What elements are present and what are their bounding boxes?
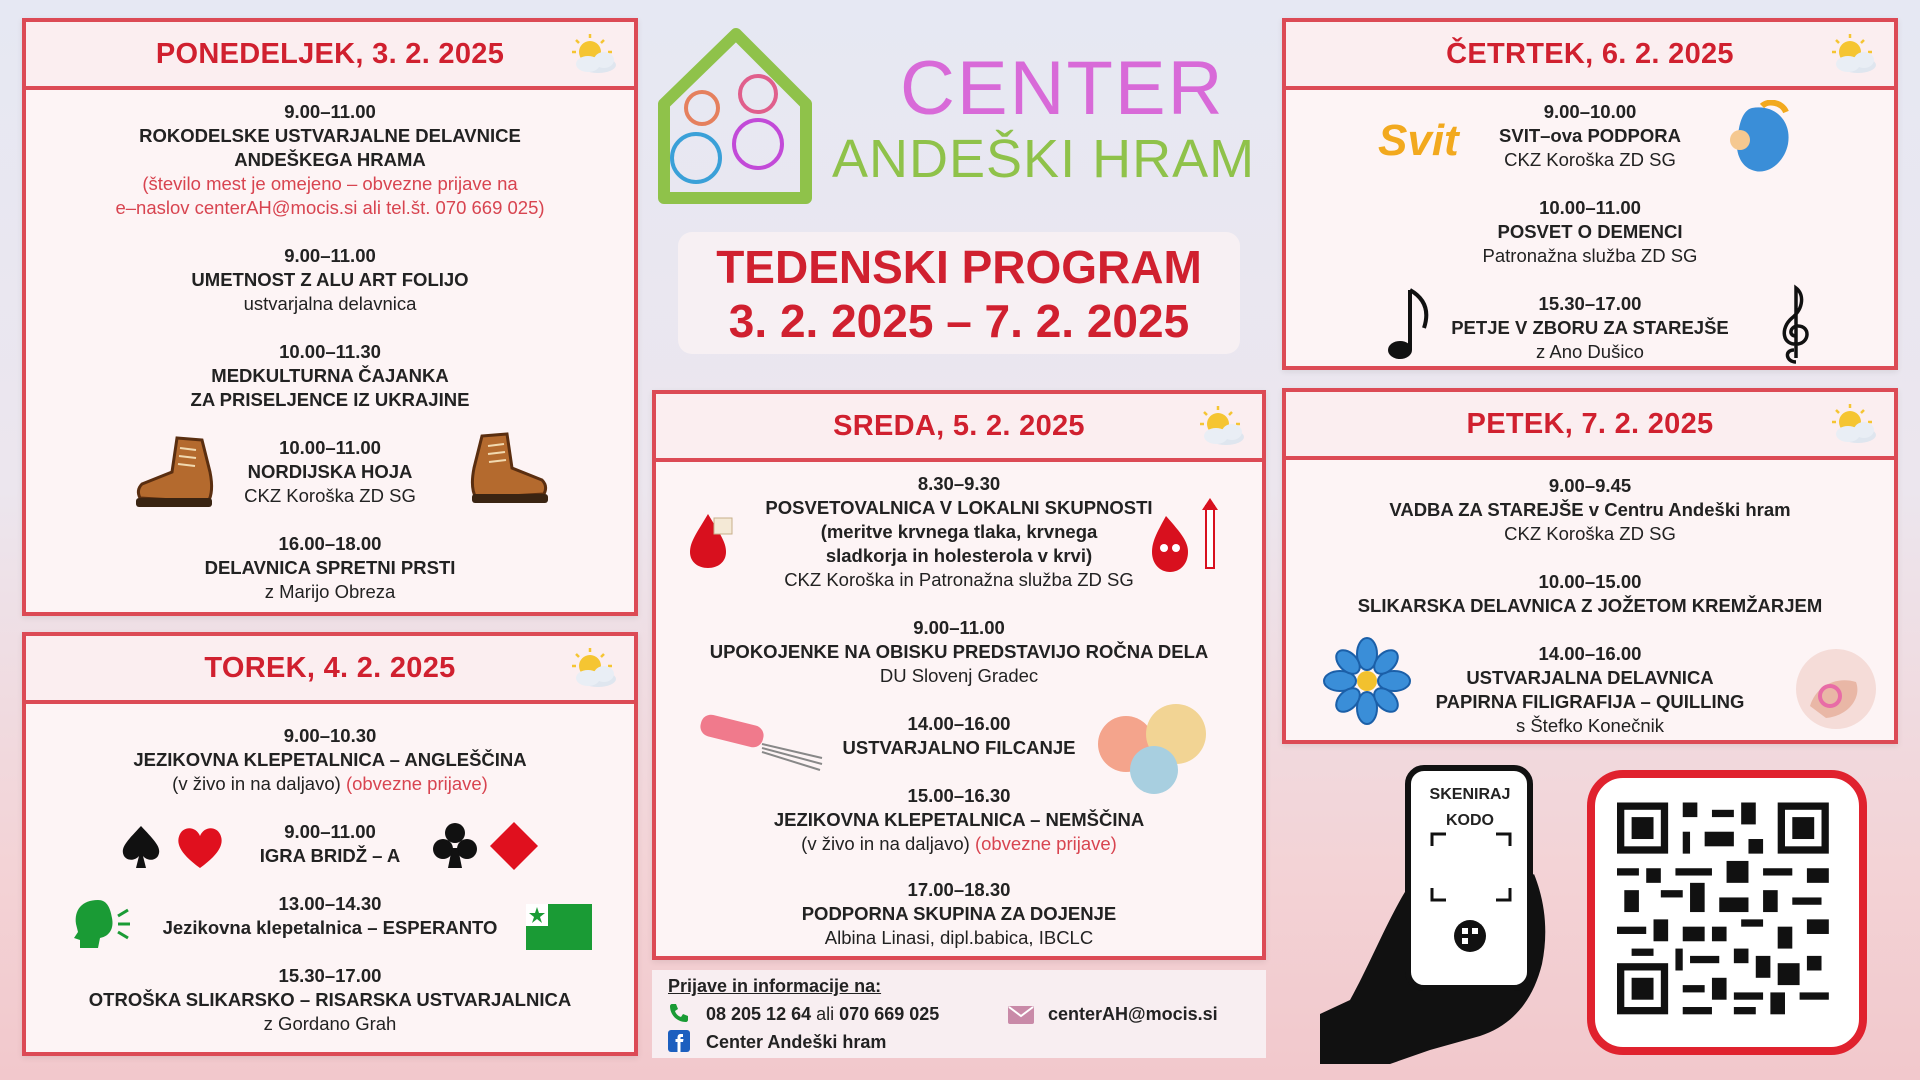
- event-sub-required: (obvezne prijave): [345, 773, 488, 794]
- event-sub: CKZ Koroška ZD SG: [1504, 149, 1676, 170]
- event-name: DELAVNICA SPRETNI PRSTI: [204, 557, 456, 578]
- day-title: SREDA, 5. 2. 2025: [833, 409, 1085, 442]
- event-sub: z Marijo Obreza: [264, 581, 396, 602]
- event: [26, 100, 634, 220]
- event-sub: (v živo in na daljavo): [172, 773, 341, 794]
- event-time: 10.00–11.30: [279, 341, 381, 362]
- event-time: 15.30–17.00: [1538, 293, 1642, 314]
- program-title: TEDENSKI PROGRAM: [716, 241, 1202, 293]
- event-sub: DU Slovenj Gradec: [879, 665, 1039, 686]
- event-time: 9.00–10.30: [283, 725, 377, 746]
- event-name: JEZIKOVNA KLEPETALNICA – NEMŠČINA: [773, 809, 1145, 830]
- event-name: USTVARJALNO FILCANJE: [842, 737, 1076, 758]
- program-banner: [678, 232, 1240, 354]
- contact-label: Prijave in informacije na:: [668, 976, 882, 996]
- contact-info-box: [652, 970, 1266, 1058]
- qr-code[interactable]: [1587, 770, 1867, 1055]
- club-icon: [430, 820, 480, 872]
- event-time: 9.00–9.45: [1548, 475, 1632, 496]
- sun-cloud-icon: [568, 646, 620, 690]
- day-header: [26, 636, 634, 704]
- event-name: Jezikovna klepetalnica – ESPERANTO: [162, 917, 498, 938]
- event-time: 14.00–16.00: [907, 713, 1011, 734]
- event-time: 8.30–9.30: [917, 473, 1001, 494]
- day-panel-tuesday: [22, 632, 638, 1056]
- day-panel-friday: [1282, 388, 1898, 744]
- event: [26, 532, 634, 604]
- scan-label-line: SKENIRAJ: [1429, 786, 1511, 803]
- sun-cloud-icon: [1196, 404, 1248, 448]
- event: [26, 340, 634, 412]
- event-name: POSVETOVALNICA V LOKALNI SKUPNOSTI: [765, 497, 1153, 518]
- event-name: NORDIJSKA HOJA: [247, 461, 413, 482]
- logo-title: CENTER: [900, 46, 1225, 131]
- day-title: ČETRTEK, 6. 2. 2025: [1446, 37, 1734, 70]
- event-time: 10.00–15.00: [1538, 571, 1642, 592]
- event-name: IGRA BRIDŽ – A: [259, 845, 401, 866]
- event-sub: Patronažna služba ZD SG: [1482, 245, 1698, 266]
- event-name: PETJE V ZBORU ZA STAREJŠE: [1451, 317, 1729, 338]
- event-name: SVIT–ova PODPORA: [1499, 125, 1681, 146]
- event: [26, 244, 634, 316]
- event-time: 13.00–14.30: [278, 893, 382, 914]
- event-time: 14.00–16.00: [1538, 643, 1642, 664]
- day-title: TOREK, 4. 2. 2025: [204, 651, 456, 684]
- event: [1286, 570, 1894, 618]
- speaking-head-icon: [70, 898, 134, 950]
- esperanto-flag-icon: [526, 904, 592, 950]
- event-name: sladkorja in holesterola v krvi): [825, 545, 1093, 566]
- sun-cloud-icon: [1828, 32, 1880, 76]
- yarn-balls-icon: [1096, 700, 1212, 796]
- sun-cloud-icon: [1828, 402, 1880, 446]
- day-title: PONEDELJEK, 3. 2. 2025: [155, 37, 505, 70]
- event-sub: z Ano Dušico: [1536, 341, 1644, 362]
- event-time: 15.30–17.00: [278, 965, 382, 986]
- hiking-boot-icon: [462, 428, 552, 508]
- event: [26, 964, 634, 1036]
- event-name: ANDEŠKEGA HRAMA: [234, 149, 426, 170]
- event-name: UMETNOST Z ALU ART FOLIJO: [191, 269, 469, 290]
- event: [1286, 100, 1894, 172]
- event-name: OTROŠKA SLIKARSKO – RISARSKA USTVARJALNICA: [88, 989, 572, 1010]
- event-sub: ustvarjalna delavnica: [243, 293, 417, 314]
- scan-label: [1410, 782, 1530, 834]
- event-sub: CKZ Koroška in Patronažna služba ZD SG: [784, 569, 1134, 590]
- event-time: 9.00–11.00: [284, 101, 376, 122]
- event-time: 9.00–11.00: [913, 617, 1005, 638]
- event-time: 15.00–16.30: [907, 785, 1011, 806]
- hiking-boot-icon: [132, 432, 222, 512]
- qr-code-image: [1595, 778, 1859, 1047]
- phone-icon: [668, 1002, 690, 1024]
- event-name: ZA PRISELJENCE IZ UKRAJINE: [190, 389, 470, 410]
- spade-icon: [116, 822, 166, 872]
- day-panel-thursday: [1282, 18, 1898, 370]
- email-link[interactable]: centerAH@mocis.si: [1048, 1004, 1218, 1024]
- mail-icon: [1008, 1006, 1034, 1024]
- event-note: (število mest je omejeno – obvezne prijave na: [142, 173, 518, 194]
- sun-cloud-icon: [568, 32, 620, 76]
- event: [656, 784, 1262, 856]
- event-sub: CKZ Koroška ZD SG: [1504, 523, 1676, 544]
- logo-house-icon: [656, 26, 816, 204]
- event: [1286, 642, 1894, 738]
- day-title: PETEK, 7. 2. 2025: [1466, 407, 1714, 440]
- phone-number-primary[interactable]: 08 205 12 64: [706, 1004, 812, 1024]
- event-time: 9.00–11.00: [284, 245, 376, 266]
- felting-needle-icon: [696, 714, 826, 774]
- event-name: PODPORNA SKUPINA ZA DOJENJE: [801, 903, 1117, 924]
- event-sub-required: (obvezne prijave): [974, 833, 1117, 854]
- event-name: ROKODELSKE USTVARJALNE DELAVNICE: [139, 125, 521, 146]
- event-time: 10.00–11.00: [1539, 197, 1641, 218]
- logo-subtitle: ANDEŠKI HRAM: [832, 129, 1256, 189]
- event: [1286, 196, 1894, 268]
- event: [1286, 292, 1894, 364]
- event-time: 10.00–11.00: [279, 437, 381, 458]
- diamond-icon: [488, 820, 540, 872]
- event: [656, 878, 1262, 950]
- event-time: 9.00–11.00: [284, 821, 376, 842]
- day-header: [1286, 392, 1894, 460]
- phone-separator: ali: [816, 1004, 835, 1024]
- event-name: (meritve krvnega tlaka, krvnega: [820, 521, 1098, 542]
- day-header: [656, 394, 1262, 462]
- day-panel-wednesday: [652, 390, 1266, 960]
- phone-number[interactable]: [706, 1004, 939, 1025]
- event-name: PAPIRNA FILIGRAFIJA – QUILLING: [1435, 691, 1745, 712]
- thermometer-mascot-icon: [1142, 496, 1232, 576]
- event-sub: CKZ Koroška ZD SG: [244, 485, 416, 506]
- event-sub: z Gordano Grah: [263, 1013, 397, 1034]
- heart-icon: [174, 822, 226, 872]
- event-note: e–naslov centerAH@mocis.si ali tel.št. 070 669 025): [115, 197, 545, 218]
- event: [26, 724, 634, 796]
- scan-label-line: KODO: [1446, 812, 1494, 829]
- blood-drop-icon: [686, 510, 736, 570]
- event-name: MEDKULTURNA ČAJANKA: [211, 365, 449, 386]
- event-name: USTVARJALNA DELAVNICA: [1466, 667, 1714, 688]
- svit-logo: Svit: [1378, 116, 1459, 165]
- event: [1286, 474, 1894, 546]
- facebook-icon: [668, 1030, 690, 1052]
- event-time: 9.00–10.00: [1543, 101, 1637, 122]
- day-header: [1286, 22, 1894, 90]
- day-panel-monday: [22, 18, 638, 616]
- event-time: 16.00–18.00: [278, 533, 382, 554]
- event-name: UPOKOJENKE NA OBISKU PREDSTAVIJO ROČNA DELA: [709, 641, 1209, 662]
- facebook-link[interactable]: Center Andeški hram: [706, 1032, 887, 1052]
- event-sub: (v živo in na daljavo): [801, 833, 970, 854]
- event-name: POSVET O DEMENCI: [1497, 221, 1683, 242]
- event-sub: s Štefko Konečnik: [1515, 715, 1665, 736]
- event-name: SLIKARSKA DELAVNICA Z JOŽETOM KREMŽARJEM: [1357, 595, 1823, 616]
- event-sub: Albina Linasi, dipl.babica, IBCLC: [824, 927, 1094, 948]
- event-time: 17.00–18.30: [907, 879, 1011, 900]
- event-name: VADBA ZA STAREJŠE v Centru Andeški hram: [1389, 499, 1791, 520]
- day-header: [26, 22, 634, 90]
- program-dates: 3. 2. 2025 – 7. 2. 2025: [728, 295, 1190, 347]
- phone-number-secondary[interactable]: 070 669 025: [839, 1004, 940, 1024]
- event: [656, 616, 1262, 688]
- event-name: JEZIKOVNA KLEPETALNICA – ANGLEŠČINA: [133, 749, 527, 770]
